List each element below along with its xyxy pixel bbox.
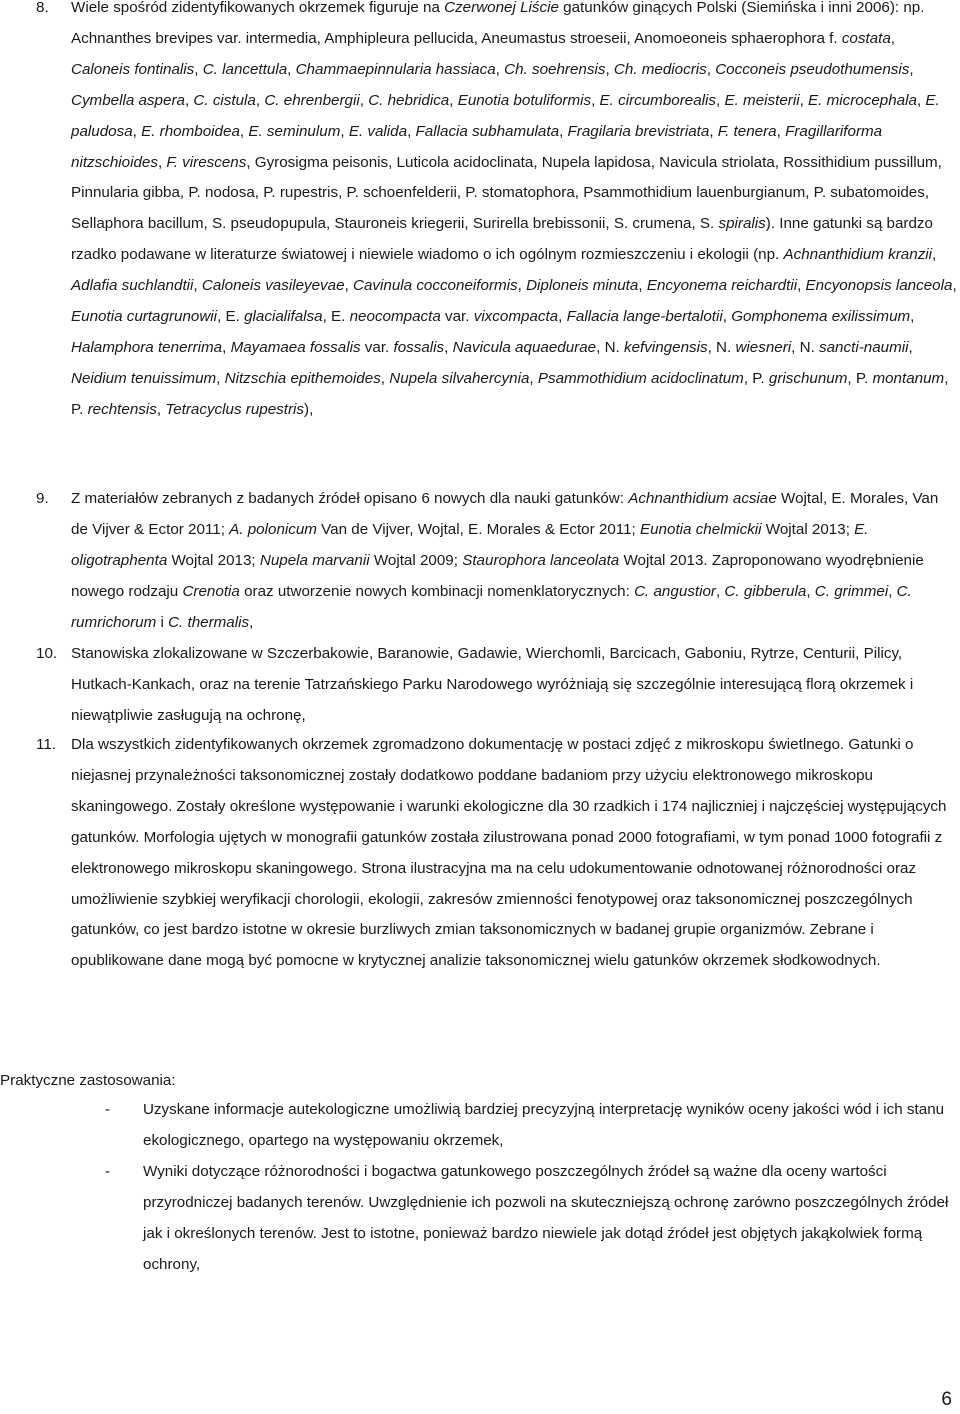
text-segment: , P. bbox=[743, 369, 769, 387]
italic-segment: C. hebridica bbox=[368, 91, 450, 109]
italic-segment: kefvingensis bbox=[624, 338, 708, 356]
text-segment: Z materiałów zebranych z badanych źródeł opisano 6 nowych dla nauki gatunków: bbox=[71, 490, 629, 507]
italic-segment: Eunotia botuliformis bbox=[457, 91, 592, 109]
text-segment: , bbox=[407, 122, 416, 140]
text-segment: , bbox=[709, 122, 718, 140]
italic-segment: C. ehrenbergii bbox=[264, 91, 360, 109]
italic-segment: A. polonicum bbox=[229, 520, 317, 538]
text-segment: i bbox=[156, 613, 169, 631]
italic-segment: grischunum bbox=[768, 369, 848, 387]
italic-segment: wiesneri bbox=[735, 338, 792, 356]
text-segment: , bbox=[249, 613, 254, 631]
italic-segment: Chammaepinnularia hassiaca bbox=[295, 60, 496, 78]
list-number: 8. bbox=[36, 0, 49, 16]
practical-applications-heading: Praktyczne zastosowania: bbox=[0, 1072, 176, 1089]
italic-segment: E. valida bbox=[348, 122, 408, 140]
bullet-item bbox=[105, 1156, 955, 1280]
text-segment: , bbox=[558, 308, 567, 326]
italic-segment: Cocconeis pseudothumensis bbox=[715, 60, 910, 78]
text-segment: gatunków ginących Polski (Siemińska i inni 2006): np. Achnanthes brevipes var. intermedia, Amphipleura pellucida, Aneumastus stroeseii, Anomoeoneis sphaerophora f. bbox=[71, 0, 925, 47]
italic-segment: Caloneis vasileyevae bbox=[201, 277, 345, 295]
page-number: 6 bbox=[941, 1389, 952, 1410]
italic-segment: C. grimmei bbox=[814, 582, 889, 600]
italic-segment: Nupela marvanii bbox=[259, 551, 370, 569]
italic-segment: Encyonema reichardtii bbox=[646, 277, 798, 295]
text-segment: , bbox=[287, 60, 296, 78]
italic-segment: Achnanthidium acsiae bbox=[628, 490, 777, 507]
italic-segment: Fallacia lange-bertalotii bbox=[566, 308, 723, 326]
text-segment: , bbox=[799, 91, 809, 109]
text-segment: Wojtal 2009; bbox=[369, 551, 463, 569]
italic-segment: Czerwonej Liście bbox=[444, 0, 559, 16]
italic-segment: C. thermalis bbox=[168, 613, 250, 631]
text-segment: oraz utworzenie nowych kombinacji nomenklatorycznych: bbox=[239, 582, 635, 600]
text-segment: Wojtal, E. Morales, Van de Vijver & Ector 2011; bbox=[71, 490, 939, 538]
text-segment: ), bbox=[304, 400, 314, 418]
text-segment: , bbox=[156, 400, 166, 418]
list-item-11 bbox=[36, 730, 958, 977]
italic-segment: F. tenera bbox=[717, 122, 777, 140]
bullet-dash: - bbox=[105, 1101, 111, 1118]
italic-segment: Fragilaria brevistriata bbox=[567, 122, 710, 140]
text-segment: Van de Vijver, Wojtal, E. Morales & Ector 2011; bbox=[316, 520, 640, 538]
text-segment: , P. bbox=[847, 369, 873, 387]
italic-segment: Fallacia subhamulata bbox=[415, 122, 560, 140]
text-segment: , bbox=[132, 122, 142, 140]
text-segment: Wojtal 2013; bbox=[761, 520, 855, 538]
italic-segment: Navicula aquaedurae bbox=[452, 338, 597, 356]
italic-segment: C. cistula bbox=[193, 91, 256, 109]
text-segment: Wojtal 2013; bbox=[167, 551, 260, 569]
italic-segment: spiralis bbox=[718, 215, 766, 233]
italic-segment: Ch. mediocris bbox=[613, 60, 707, 78]
italic-segment: Cymbella aspera bbox=[71, 91, 185, 109]
italic-segment: Cavinula cocconeiformis bbox=[353, 277, 518, 295]
text-segment: , bbox=[909, 60, 914, 78]
text-segment: , bbox=[216, 369, 225, 387]
text-segment: var. bbox=[360, 338, 394, 356]
text-segment: , bbox=[716, 91, 725, 109]
italic-segment: Nitzschia epithemoides bbox=[224, 369, 381, 387]
text-segment: , bbox=[344, 277, 354, 295]
italic-segment: Diploneis minuta bbox=[526, 277, 639, 295]
text-segment: Dla wszystkich zidentyfikowanych okrzemek zgromadzono dokumentację w postaci zdjęć z mikroskopu świetlnego. Gatunki o niejasnej przynależności taksonomicznej zostały dodatkowo poddane badaniom przy użyciu elektronowego mikroskopu skaningowego. Zostały określone występowanie i warunki ekologiczne dla 30 rzadkich i 174 najliczniej i najczęściej występujących gatunków. Morfologia ujętych w monografii gatunków została zilustrowana ponad 2000 fotografiami, w tym ponad 1000 fotografii z elektronowego mikroskopu skaningowego. Strona ilustracyjna ma na celu udokumentowanie odnotowanej różnorodności oraz umożliwienie szybkiej weryfikacji chorologii, ekologii, zakresów zmienności fenotypowej oraz taksonomicznej poszczególnych gatunków, co jest bardzo istotne w okresie burzliwych zmian taksonomicznych w badanej grupie organizmów. Zebrane i opublikowane dane mogą być pomocne w krytycznej analizie taksonomicznej wielu gatunków okrzemek słodkowodnych. bbox=[71, 736, 947, 970]
italic-segment: C. lancettula bbox=[202, 60, 288, 78]
italic-segment: E. rhomboidea bbox=[141, 122, 240, 140]
text-segment: , bbox=[495, 60, 505, 78]
italic-segment: Halamphora tenerrima bbox=[71, 338, 223, 356]
italic-segment: neocompacta bbox=[349, 308, 441, 326]
list-number: 9. bbox=[36, 490, 49, 507]
text-segment: , bbox=[910, 308, 915, 326]
text-segment: , bbox=[340, 122, 349, 140]
list-item-8 bbox=[36, 0, 958, 426]
text-segment: , bbox=[916, 91, 926, 109]
italic-segment: Neidium tenuissimum bbox=[71, 369, 217, 387]
text-segment: , bbox=[715, 582, 725, 600]
italic-segment: Adlafia suchlandtii bbox=[71, 277, 194, 295]
italic-segment: Ch. soehrensis bbox=[504, 60, 606, 78]
text-segment: , N. bbox=[791, 338, 820, 356]
italic-segment: vixcompacta bbox=[473, 308, 559, 326]
italic-segment: C. gibberula bbox=[724, 582, 807, 600]
text-segment: , bbox=[449, 91, 458, 109]
text-segment: , bbox=[638, 277, 647, 295]
italic-segment: Encyonopsis lanceola bbox=[805, 277, 953, 295]
list-number: 11. bbox=[36, 736, 56, 753]
text-segment: , E. bbox=[217, 308, 245, 326]
italic-segment: Mayamaea fossalis bbox=[230, 338, 361, 356]
italic-segment: E. circumborealis bbox=[599, 91, 717, 109]
italic-segment: Caloneis fontinalis bbox=[71, 60, 195, 78]
text-segment: Wiele spośród zidentyfikowanych okrzemek figuruje na bbox=[71, 0, 445, 16]
italic-segment: E. seminulum bbox=[248, 122, 341, 140]
bullet-text: Wyniki dotyczące różnorodności i bogactwa gatunkowego poszczególnych źródeł są ważne dla oceny wartości przyrodniczej badanych terenów. Uwzględnienie ich pozwoli na skuteczniejszą ochronę zarówno poszczególnych źródeł jak i określonych terenów. Jest to istotne, ponieważ bardzo niewiele jak dotąd źródeł jest objętych jakąkolwiek formą ochrony, bbox=[143, 1163, 949, 1273]
text-segment: , bbox=[157, 153, 167, 171]
italic-segment: C. angustior bbox=[634, 582, 716, 600]
text-segment: , bbox=[517, 277, 527, 295]
italic-segment: Staurophora lanceolata bbox=[462, 551, 620, 569]
italic-segment: C. rumrichorum bbox=[71, 582, 912, 631]
text-segment: , bbox=[255, 91, 265, 109]
list-item-text bbox=[71, 730, 958, 977]
italic-segment: sancti-naumii bbox=[819, 338, 909, 356]
italic-segment: Psammothidium acidoclinatum bbox=[537, 369, 744, 387]
italic-segment: glacialifalsa bbox=[244, 308, 323, 326]
italic-segment: montanum bbox=[872, 369, 945, 387]
italic-segment: Crenotia bbox=[182, 582, 240, 600]
text-segment: , P. bbox=[71, 369, 949, 418]
italic-segment: Eunotia chelmickii bbox=[639, 520, 762, 538]
text-segment: , bbox=[888, 582, 897, 600]
list-item-text bbox=[71, 0, 958, 426]
italic-segment: fossalis bbox=[393, 338, 445, 356]
text-segment: , bbox=[529, 369, 538, 387]
italic-segment: E. paludosa bbox=[71, 91, 940, 140]
text-segment: , bbox=[239, 122, 249, 140]
text-segment: Stanowiska zlokalizowane w Szczerbakowie, Baranowie, Gadawie, Wierchomli, Barcicach, Gaboniu, Rytrze, Centurii, Pilicy, Hutkach-Kankach, oraz na terenie Tatrzańskiego Parku Narodowego wyróżniają się szczególnie interesującą florą okrzemek i niewątpliwie zasługują na ochronę, bbox=[71, 645, 914, 724]
text-segment: , bbox=[193, 277, 202, 295]
text-segment: , N. bbox=[596, 338, 624, 356]
text-segment: var. bbox=[440, 308, 474, 326]
italic-segment: costata bbox=[841, 29, 891, 47]
list-number: 10. bbox=[36, 645, 58, 662]
italic-segment: E. microcephala bbox=[808, 91, 917, 109]
italic-segment: Gomphonema exilissimum bbox=[731, 308, 911, 326]
italic-segment: F. virescens bbox=[166, 153, 247, 171]
text-segment: Wojtal 2013. Zaproponowano wyodrębnienie nowego rodzaju bbox=[71, 551, 924, 600]
text-segment: , bbox=[380, 369, 390, 387]
text-segment: , bbox=[222, 338, 231, 356]
list-item-text bbox=[71, 484, 958, 639]
list-item-text bbox=[71, 639, 958, 732]
text-segment: , bbox=[952, 277, 957, 295]
italic-segment: Eunotia curtagrunowii bbox=[71, 308, 218, 326]
text-segment: , bbox=[194, 60, 203, 78]
text-segment: , bbox=[184, 91, 194, 109]
text-segment: , bbox=[797, 277, 806, 295]
list-item-9 bbox=[36, 484, 958, 639]
text-segment: ). Inne gatunki są bardzo rzadko podawane w literaturze światowej i niewiele wiadomo o ich ogólnym rozmieszczeniu i ekologii (np. bbox=[71, 215, 933, 264]
text-segment: , N. bbox=[707, 338, 736, 356]
list-item-10 bbox=[36, 639, 958, 732]
italic-segment: Nupela silvahercynia bbox=[389, 369, 530, 387]
italic-segment: Fragillariforma nitzschioides bbox=[71, 122, 883, 171]
italic-segment: Tetracyclus rupestris bbox=[165, 400, 305, 418]
text-segment: , bbox=[806, 582, 815, 600]
text-segment: , bbox=[932, 246, 937, 264]
italic-segment: rechtensis bbox=[87, 400, 157, 418]
text-segment: , bbox=[559, 122, 568, 140]
text-segment: , bbox=[776, 122, 786, 140]
text-segment: , bbox=[605, 60, 614, 78]
text-segment: , E. bbox=[322, 308, 350, 326]
italic-segment: Achnanthidium kranzii bbox=[783, 246, 933, 264]
text-segment: , bbox=[444, 338, 453, 356]
bullet-text: Uzyskane informacje autekologiczne umożliwią bardziej precyzyjną interpretację wyników oceny jakości wód i ich stanu ekologicznego, opartego na występowaniu okrzemek, bbox=[143, 1101, 945, 1149]
text-segment: , bbox=[722, 308, 732, 326]
text-segment: , bbox=[706, 60, 716, 78]
bullet-item bbox=[105, 1094, 955, 1156]
text-segment: , bbox=[890, 29, 896, 47]
text-segment: , Gyrosigma peisonis, Luticola acidoclinata, Nupela lapidosa, Navicula striolata, Rossithidium pussillum, Pinnularia gibba, P. nodosa, P. rupestris, P. schoenfelderii, P. stomatophora, Psammothidium lauenburgianum, P. subatomoides, Sellaphora bacillum, S. pseudopupula, Stauroneis kriegerii, Surirella brebissonii, S. crumena, S. bbox=[71, 153, 942, 233]
text-segment: , bbox=[908, 338, 913, 356]
italic-segment: E. oligotraphenta bbox=[71, 520, 869, 569]
bullet-dash: - bbox=[105, 1163, 111, 1180]
text-segment: , bbox=[359, 91, 369, 109]
text-segment: , bbox=[591, 91, 600, 109]
italic-segment: E. meisterii bbox=[724, 91, 800, 109]
